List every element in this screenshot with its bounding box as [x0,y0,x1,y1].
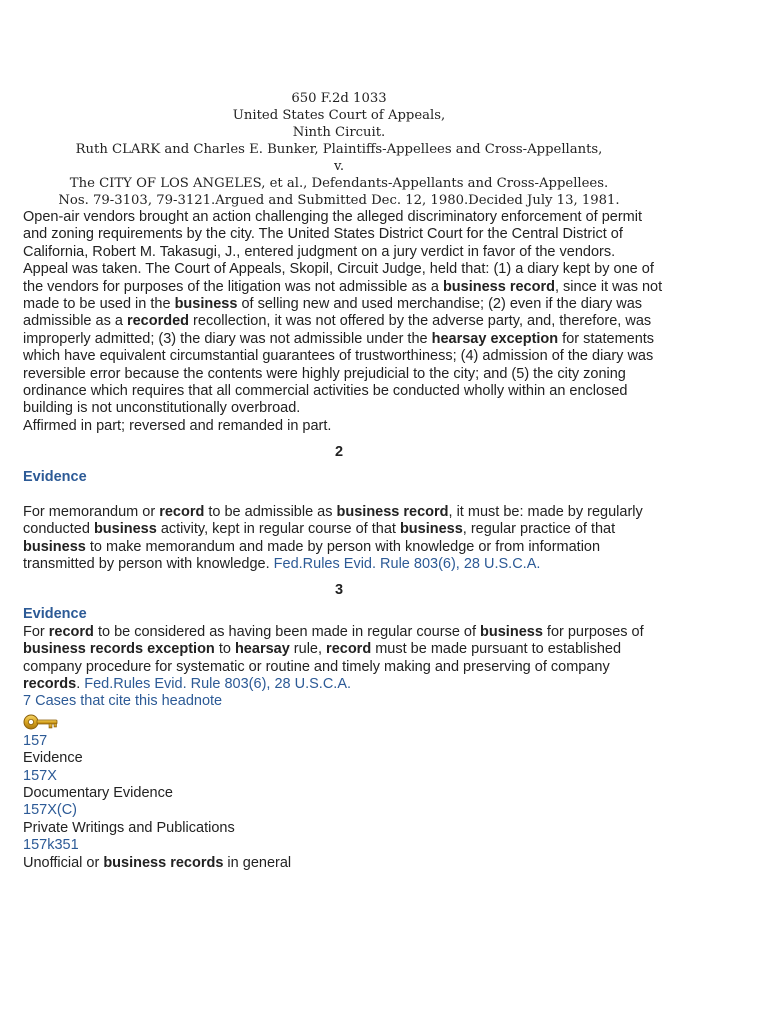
versus: v. [333,159,345,174]
opinion-page [23,90,663,872]
key-number-code[interactable]: 157X [23,767,57,784]
key-number-code[interactable]: 157k351 [23,837,79,854]
key-number-label: Evidence [23,750,83,767]
disposition: Affirmed in part; reversed and remanded in part. [23,417,332,434]
rule-link[interactable]: Fed.Rules Evid. Rule 803(6), 28 U.S.C.A. [273,555,541,572]
plaintiffs: Ruth CLARK and Charles E. Bunker, Plaintiffs-Appellees and Cross-Appellants, [75,142,603,157]
court-name: United States Court of Appeals, [232,108,446,123]
docket-line: Nos. 79-3103, 79-3121.Argued and Submitted Dec. 12, 1980.Decided July 13, 1981. [58,193,620,208]
case-caption [23,90,655,209]
defendants: The CITY OF LOS ANGELES, et al., Defendants-Appellants and Cross-Appellees. [69,176,609,191]
headnote-text: For memorandum or record to be admissible as business record, it must be: made by regularly conducted business activity, kept in regular course of that business, regular practice of that business to make memorandum and made by person with knowledge or from information transmitted by person with knowledge. Fed.Rules Evid. Rule 803(6), 28 U.S.C.A. [23,503,643,572]
key-number-label: Private Writings and Publications [23,819,235,836]
headnote-topic-link[interactable]: Evidence [23,606,87,623]
key-icon[interactable] [23,713,59,733]
rule-link[interactable]: Fed.Rules Evid. Rule 803(6), 28 U.S.C.A. [84,675,352,692]
synopsis: Open-air vendors brought an action challenging the alleged discriminatory enforcement of permit and zoning requirements by the city. The United States District Court for the Central District of California, Robert M. Takasugi, J., entered judgment on a jury verdict in favor of the vendors. Appeal was taken. The Court of Appeals, Skopil, Circuit Judge, held that: (1) a diary kept by one of the vendors for purposes of the litigation was not admissible as a business record, since it was not made to be used in the business of selling new and used merchandise; (2) even if the diary was admissible as a recorded recollection, it was not offered by the adverse party, and, therefore, was improperly admitted; (3) the diary was not admissible under the hearsay exception for statements which have equivalent circumstantial guarantees of trustworthiness; (4) admission of the diary was reversible error because the contents were highly prejudicial to the city; and (5) the city zoning ordinance which requires that all commercial activities be conducted wholly within an enclosed building is not unconstitutionally overbroad. [23,209,663,417]
headnote-topic-link[interactable]: Evidence [23,469,87,486]
citation: 650 F.2d 1033 [291,91,387,106]
key-number-code[interactable]: 157X(C) [23,802,77,819]
headnote-number: 3 [334,582,344,599]
key-number-label: Documentary Evidence [23,784,173,801]
key-number-code[interactable]: 157 [23,732,48,749]
circuit-name: Ninth Circuit. [292,125,386,140]
key-number-list [23,733,663,872]
headnote-number: 2 [334,444,344,461]
key-number-label: Unofficial or business records in general [23,854,292,871]
citing-cases-link[interactable]: 7 Cases that cite this headnote [23,693,223,710]
headnote-text: For record to be considered as having been made in regular course of business for purposes of business records exception to hearsay rule, record must be made pursuant to established company procedure for systematic or routine and timely making and preserving of company records. Fed.Rules Evid. Rule 803(6), 28 U.S.C.A. [23,623,644,692]
